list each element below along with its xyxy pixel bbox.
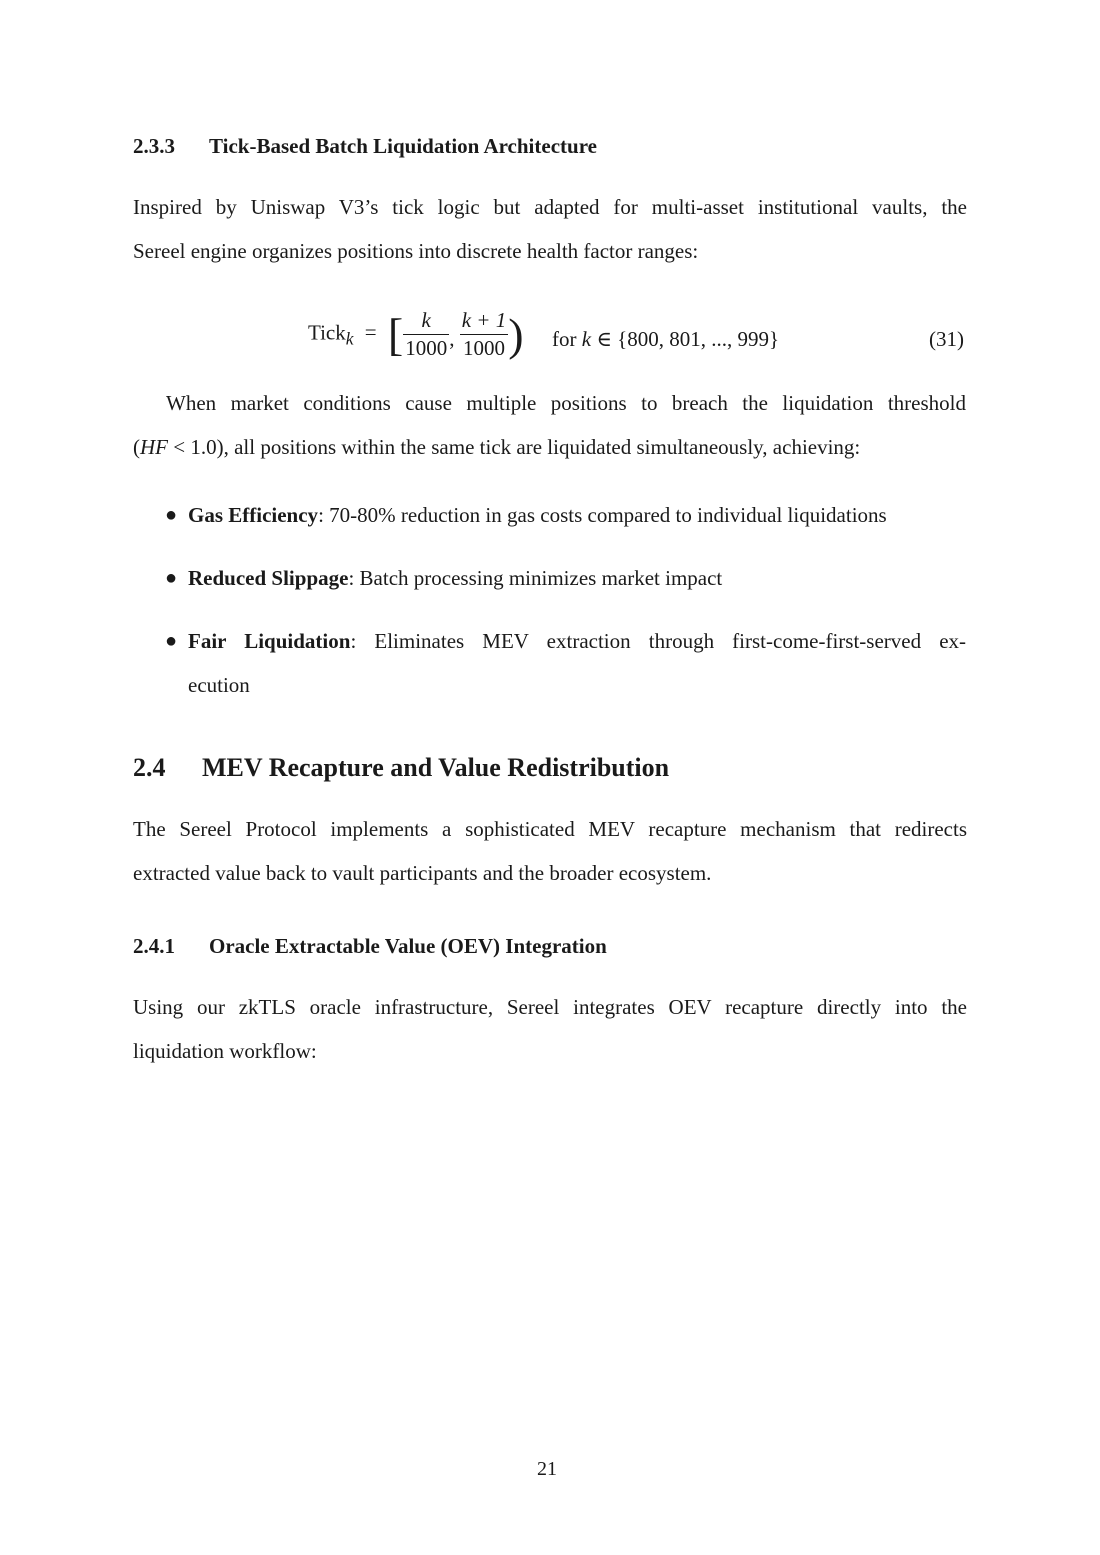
fraction-numerator: k — [421, 308, 431, 332]
subsection-title: Tick-Based Batch Liquidation Architecture — [209, 134, 597, 158]
left-bracket-symbol: [ — [387, 309, 404, 360]
list-item — [188, 493, 887, 537]
subsection-heading-2-3-3 — [133, 134, 597, 159]
fraction-denominator: 1000 — [405, 336, 448, 360]
paragraph-text: < 1.0), all positions within the same tick are liquidated simultaneously, achieving: — [173, 435, 861, 459]
equation-lhs: Tick — [308, 320, 346, 345]
fraction-lower-bound — [403, 310, 449, 359]
section-number: 2.4 — [133, 753, 166, 782]
right-paren-symbol: ) — [508, 309, 524, 360]
list-item-term: Reduced Slippage — [188, 566, 349, 590]
bullet-icon: ● — [165, 567, 178, 589]
condition-for: for — [552, 327, 577, 351]
bullet-icon: ● — [165, 630, 178, 652]
condition-set: ∈ {800, 801, ..., 999} — [596, 327, 780, 351]
paragraph-line: Using our zkTLS oracle infrastructure, Sereel integrates OEV recapture directly into the — [133, 995, 967, 1019]
list-item — [188, 556, 722, 600]
paragraph-line: Sereel engine organizes positions into discrete health factor ranges: — [133, 239, 699, 263]
list-item-text: : 70-80% reduction in gas costs compared to individual liquidations — [318, 503, 887, 527]
list-item — [188, 619, 966, 663]
equation-subscript: k — [345, 328, 354, 349]
paragraph-line-with-math — [133, 425, 860, 469]
bullet-icon: ● — [165, 504, 178, 526]
subsection-number: 2.3.3 — [133, 134, 175, 158]
paragraph-line: When market conditions cause multiple positions to breach the liquidation threshold — [166, 391, 966, 415]
section-title: MEV Recapture and Value Redistribution — [202, 753, 670, 782]
paragraph-line: The Sereel Protocol implements a sophisticated MEV recapture mechanism that redirects — [133, 817, 967, 841]
subsection-number: 2.4.1 — [133, 934, 175, 958]
list-item-text: : Eliminates MEV extraction through first-come-first-served ex- — [350, 629, 967, 653]
list-item-text: : Batch processing minimizes market impact — [348, 566, 723, 590]
fraction-denominator: 1000 — [460, 334, 509, 359]
section-heading-2-4 — [133, 753, 669, 783]
equation-tick — [308, 308, 524, 361]
paragraph-line: liquidation workflow: — [133, 1039, 317, 1063]
equation-condition — [552, 327, 779, 352]
equation-number: (31) — [929, 327, 964, 351]
subsection-title: Oracle Extractable Value (OEV) Integration — [209, 934, 607, 958]
condition-variable: k — [581, 327, 592, 351]
paragraph-line: extracted value back to vault participants and the broader ecosystem. — [133, 861, 712, 885]
open-paren: ( — [133, 435, 140, 459]
paragraph-line: Inspired by Uniswap V3’s tick logic but adapted for multi-asset institutional vaults, the — [133, 195, 967, 219]
subsection-heading-2-4-1 — [133, 934, 607, 959]
list-item-continuation: ecution — [188, 673, 250, 697]
comma-symbol: , — [449, 326, 455, 351]
fraction-numerator: k + 1 — [461, 308, 507, 332]
list-item-term: Gas Efficiency — [188, 503, 319, 527]
health-factor-variable: HF — [140, 435, 168, 459]
list-item-term: Fair Liquidation — [188, 629, 351, 653]
equation-equals: = — [364, 320, 377, 345]
page-number: 21 — [537, 1458, 557, 1480]
fraction-upper-bound — [460, 310, 509, 359]
